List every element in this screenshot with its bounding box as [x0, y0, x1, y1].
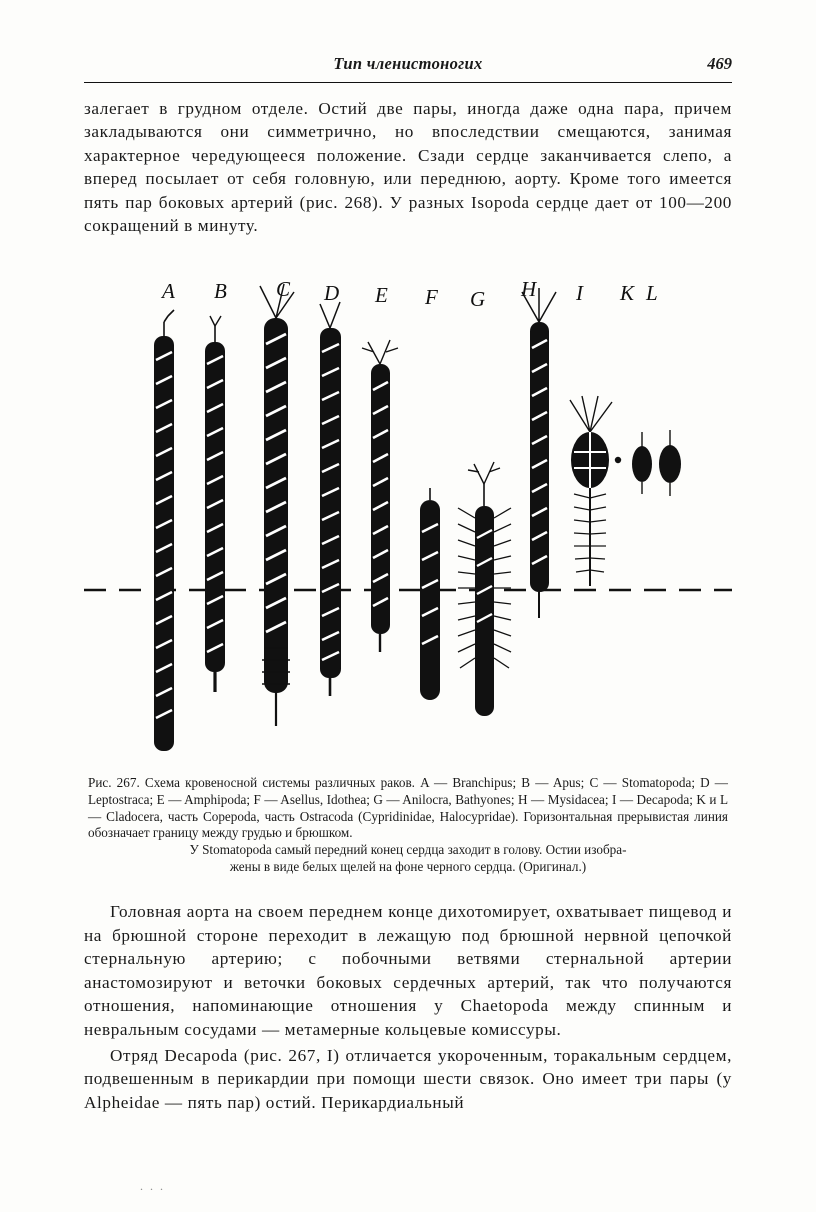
paragraph-lower-2: Отряд Decapoda (рис. 267, I) отличается укороченным, торакальным сердцем, подвешенным в перикардии при помощи шести связок. Оно имеет три пары (у Alpheidae — пять пар) остий. Перикардиальный [84, 1045, 732, 1112]
running-head-title: Тип членистоногих [333, 54, 483, 73]
diagram-A-branchipus [154, 310, 174, 751]
page-footer-mark: . . . [140, 1179, 165, 1193]
page-number: 469 [707, 54, 732, 73]
diagram-H-mysidacea [522, 288, 556, 618]
figure-label-A: A [162, 278, 175, 303]
figure-267 [84, 256, 732, 771]
figure-caption-line-2: Apus; C — Stomatopoda; D — Leptostraca; E — Amphipoda; F — Asellus, Idothea; G — Anilocra, Bathyones; H — Mysidacea; I — Decapoda; K и L — Cladocera, часть Copepoda, часть Ostracoda (Cypridinidae, Halocypridae). Горизонтальная прерывистая линия обозначает границу между грудью и брюшком. [88, 774, 728, 841]
figure-caption-line-3: У Stomatopoda самый передний конец сердца заходит в голову. Остии изобра- [189, 842, 627, 858]
figure-label-B: B [214, 278, 227, 303]
page-content [84, 52, 732, 1114]
figure-label-L: L [646, 280, 658, 305]
diagram-L-ostracoda [659, 430, 681, 496]
figure-labels [160, 277, 658, 311]
diagram-F-asellus-idothea [420, 488, 440, 700]
figure-label-F: F [425, 284, 438, 309]
paragraph-top: залегает в грудном отделе. Остий две пары, иногда даже одна пара, причем закладываются они симметрично, но впоследствии смещаются, занимая характерное чередующееся положение. Сзади сердце заканчивается слепо, а вперед посылает от себя головную, или переднюю, аорту. Кроме того имеется пять пар боковых артерий (рис. 268). У разных Isopoda сердце дает от 100—200 сокращений в минуту. [84, 99, 732, 236]
diagram-C-stomatopoda [260, 284, 294, 726]
diagram-G-anilocra-bathyones [458, 462, 511, 716]
figure-label-E: E [375, 282, 388, 307]
figure-label-I: I [576, 280, 583, 305]
running-head [84, 52, 732, 83]
paragraph-lower-1: Головная аорта на своем переднем конце дихотомирует, охватывает пищевод и на брюшной стороне переходит в лежащую под брюшной нервной цепочкой стернальную артерию; с побочными ветвями стернальной артерии анастомозируют и веточки боковых сердечных артерий, так что получаются отношения, напоминающие отношения у Chaetopoda между спинным и невральным сосудами — метамерные кольцевые комиссуры. [84, 902, 732, 1039]
diagram-B-apus [205, 316, 225, 692]
diagram-E-amphipoda [362, 340, 398, 652]
figure-caption-line-1: Рис. 267. Схема кровеносной системы различных раков. A — Branchipus; B — [88, 774, 549, 790]
diagram-D-leptostraca [320, 302, 341, 696]
figure-caption [84, 775, 732, 876]
figure-caption-line-4: жены в виде белых щелей на фоне черного сердца. (Оригинал.) [229, 859, 587, 875]
figure-label-C: C [276, 276, 291, 301]
figure-illustration [84, 256, 732, 771]
figure-label-H: H [521, 276, 537, 301]
diagram-I-decapoda [570, 396, 621, 586]
lower-text-block [84, 900, 732, 1114]
figure-label-D: D [324, 280, 340, 305]
diagram-K-cladocera [632, 432, 652, 494]
figure-label-K: K [620, 280, 635, 305]
figure-label-G: G [470, 286, 486, 311]
